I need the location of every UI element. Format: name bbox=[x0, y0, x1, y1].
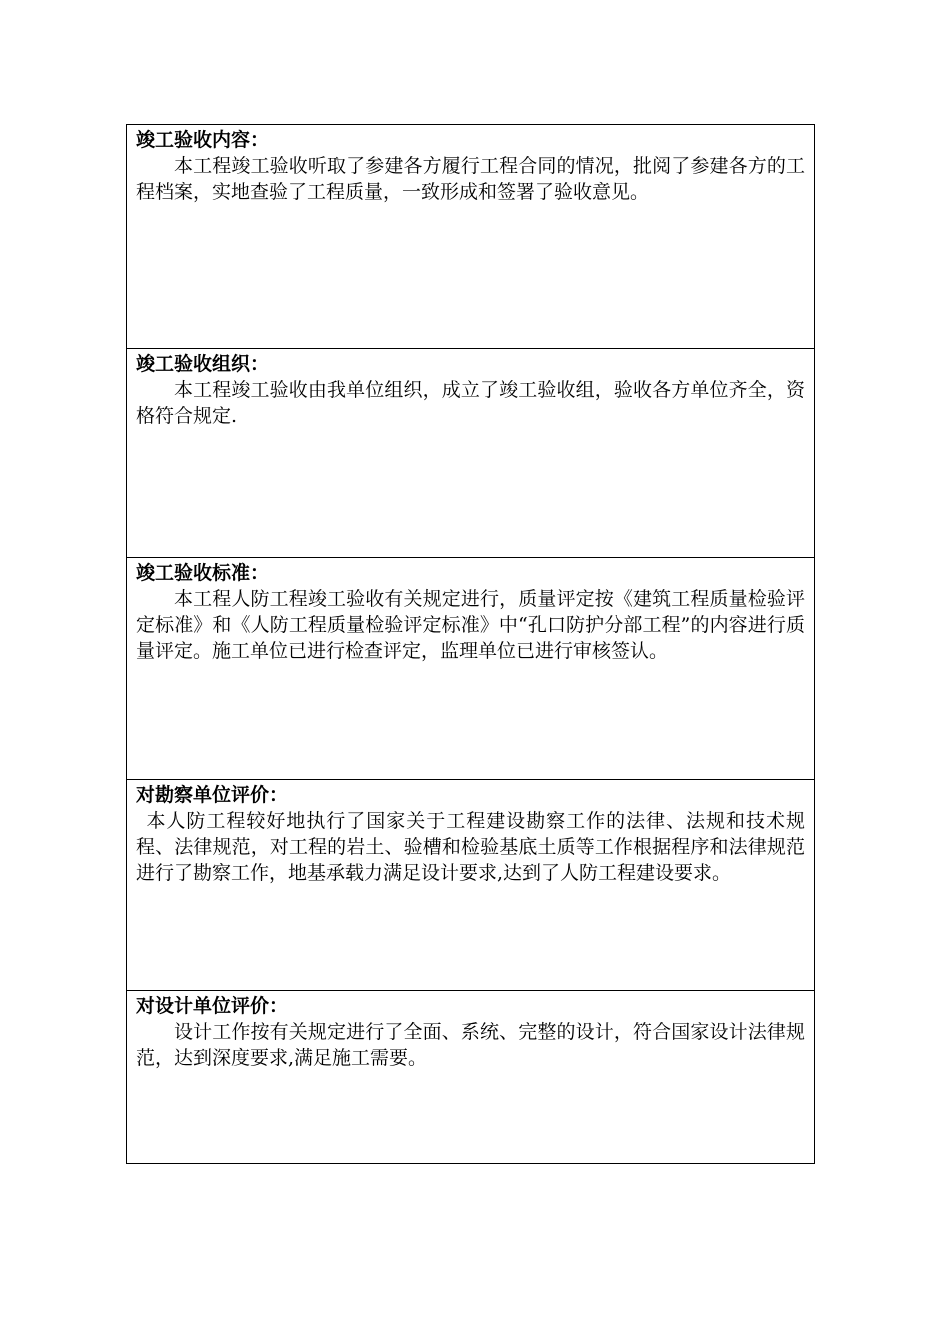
section-title: 竣工验收内容： bbox=[136, 129, 270, 151]
section-body: 本工程竣工验收听取了参建各方履行工程合同的情况，批阅了参建各方的工程档案，实地查验了工程质量，一致形成和签署了验收意见。 bbox=[136, 155, 805, 203]
section-acceptance-content bbox=[127, 125, 815, 349]
section-body: 本工程人防工程竣工验收有关规定进行，质量评定按《建筑工程质量检验评定标准》和《人防工程质量检验评定标准》中“孔口防护分部工程”的内容进行质量评定。施工单位已进行检查评定，监理单位已进行审核签认。 bbox=[136, 588, 805, 662]
section-cell bbox=[127, 780, 815, 991]
section-acceptance-organization bbox=[127, 349, 815, 558]
section-body: 本工程竣工验收由我单位组织，成立了竣工验收组，验收各方单位齐全，资格符合规定. bbox=[136, 379, 805, 427]
section-body: 本人防工程较好地执行了国家关于工程建设勘察工作的法律、法规和技术规程、法律规范，对工程的岩土、验槽和检验基底土质等工作根据程序和法律规范进行了勘察工作，地基承载力满足设计要求,达到了人防工程建设要求。 bbox=[136, 810, 805, 884]
section-cell bbox=[127, 558, 815, 780]
section-cell bbox=[127, 349, 815, 558]
section-title: 对设计单位评价： bbox=[136, 995, 289, 1017]
section-acceptance-standard bbox=[127, 558, 815, 780]
section-cell bbox=[127, 125, 815, 349]
section-cell bbox=[127, 991, 815, 1164]
section-body: 设计工作按有关规定进行了全面、系统、完整的设计，符合国家设计法律规范，达到深度要求,满足施工需要。 bbox=[136, 1021, 805, 1069]
section-title: 竣工验收标准： bbox=[136, 562, 270, 584]
acceptance-form-table bbox=[126, 124, 815, 1164]
section-title: 对勘察单位评价： bbox=[136, 784, 289, 806]
section-design-unit-evaluation bbox=[127, 991, 815, 1164]
section-title: 竣工验收组织： bbox=[136, 353, 270, 375]
section-survey-unit-evaluation bbox=[127, 780, 815, 991]
